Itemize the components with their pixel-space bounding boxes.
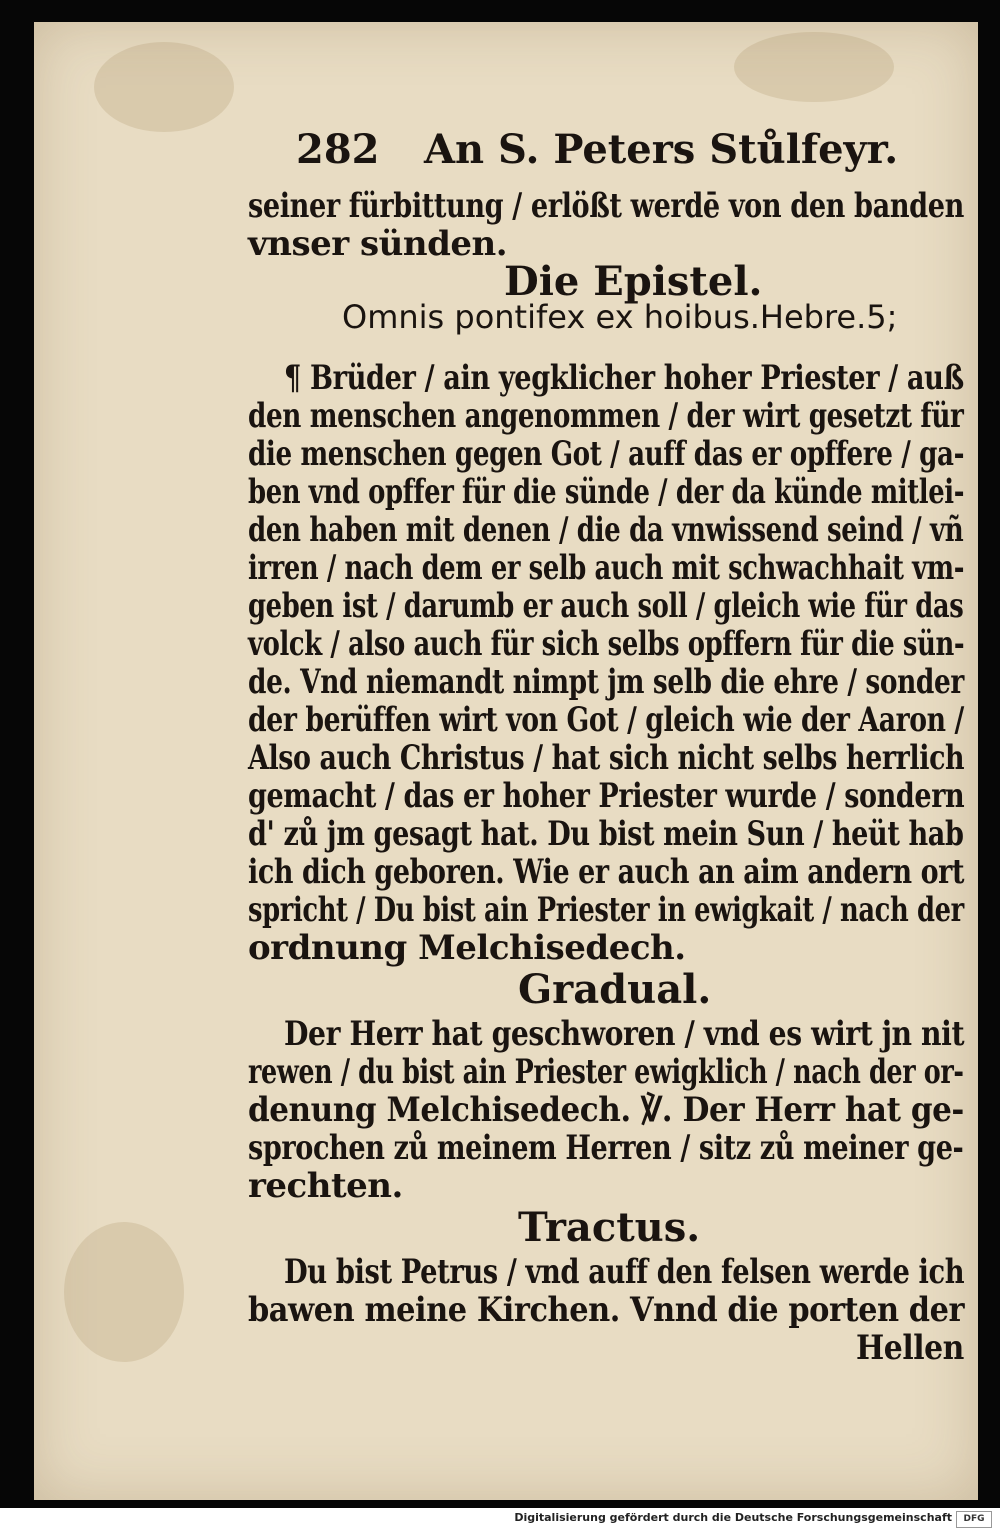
- gradual-line: rewen / du bist ain Priester ewigklich / nach der or-: [248, 1052, 964, 1092]
- book-page: [34, 22, 978, 1500]
- catchword: Hellen: [856, 1328, 964, 1368]
- gradual-line: Der Herr hat geschworen / vnd es wirt jn nit: [284, 1014, 965, 1054]
- epistle-line: der berüffen wirt von Got / gleich wie der Aaron /: [248, 700, 964, 740]
- tractus-line: bawen meine Kirchen. Vnnd die porten der: [248, 1290, 965, 1330]
- gradual-line: rechten.: [248, 1166, 403, 1206]
- heading-epistle: Die Epistel.: [504, 258, 763, 305]
- epistle-line: d' zů jm gesagt hat. Du bist mein Sun / heüt hab: [248, 814, 964, 854]
- heading-tractus: Tractus.: [518, 1204, 701, 1251]
- epistle-line: die menschen gegen Got / auff das er opffere / ga-: [248, 434, 965, 474]
- epistle-line: den menschen angenommen / der wirt gesetzt für: [248, 396, 964, 436]
- funding-credit: Digitalisierung gefördert durch die Deutsche Forschungsgemeinschaft: [514, 1511, 952, 1524]
- epistle-line: geben ist / darumb er auch soll / gleich wie für das: [248, 586, 964, 626]
- intro-line-2: vnser sünden.: [248, 224, 508, 264]
- page-number: 282: [296, 126, 380, 173]
- epistle-line: den haben mit denen / die da vnwissend seind / vñ: [248, 510, 964, 550]
- tractus-line: Du bist Petrus / vnd auff den felsen werde ich: [284, 1252, 965, 1292]
- gradual-line: denung Melchisedech. ℣. Der Herr hat ge-: [248, 1090, 964, 1130]
- epistle-line: ¶ Brüder / ain yegklicher hoher Priester / auß: [284, 358, 964, 398]
- epistle-line: irren / nach dem er selb auch mit schwachhait vm-: [248, 548, 965, 588]
- epistle-reference: Omnis pontifex ex hoibus.Hebre.5;: [342, 298, 898, 336]
- epistle-line: Also auch Christus / hat sich nicht selbs herrlich: [248, 738, 965, 778]
- running-head: An S. Peters Stůlfeyr.: [424, 126, 899, 173]
- epistle-line: ich dich geboren. Wie er auch an aim andern ort: [248, 852, 965, 892]
- epistle-line: gemacht / das er hoher Priester wurde / sondern: [248, 776, 965, 816]
- footer-bar: [0, 1508, 1000, 1530]
- dfg-logo: DFG: [956, 1511, 992, 1528]
- epistle-line: de. Vnd niemandt nimpt jm selb die ehre / sonder: [248, 662, 964, 702]
- epistle-line: spricht / Du bist ain Priester in ewigkait / nach der: [248, 890, 964, 930]
- gradual-line: sprochen zů meinem Herren / sitz zů meiner ge-: [248, 1128, 964, 1168]
- heading-gradual: Gradual.: [518, 966, 712, 1013]
- epistle-line: ben vnd opffer für die sünde / der da künde mitlei-: [248, 472, 965, 512]
- epistle-line: ordnung Melchisedech.: [248, 928, 686, 968]
- intro-line-1: seiner fürbittung / erlößt werdē von den banden: [248, 186, 964, 226]
- epistle-line: volck / also auch für sich selbs opffern für die sün-: [248, 624, 965, 664]
